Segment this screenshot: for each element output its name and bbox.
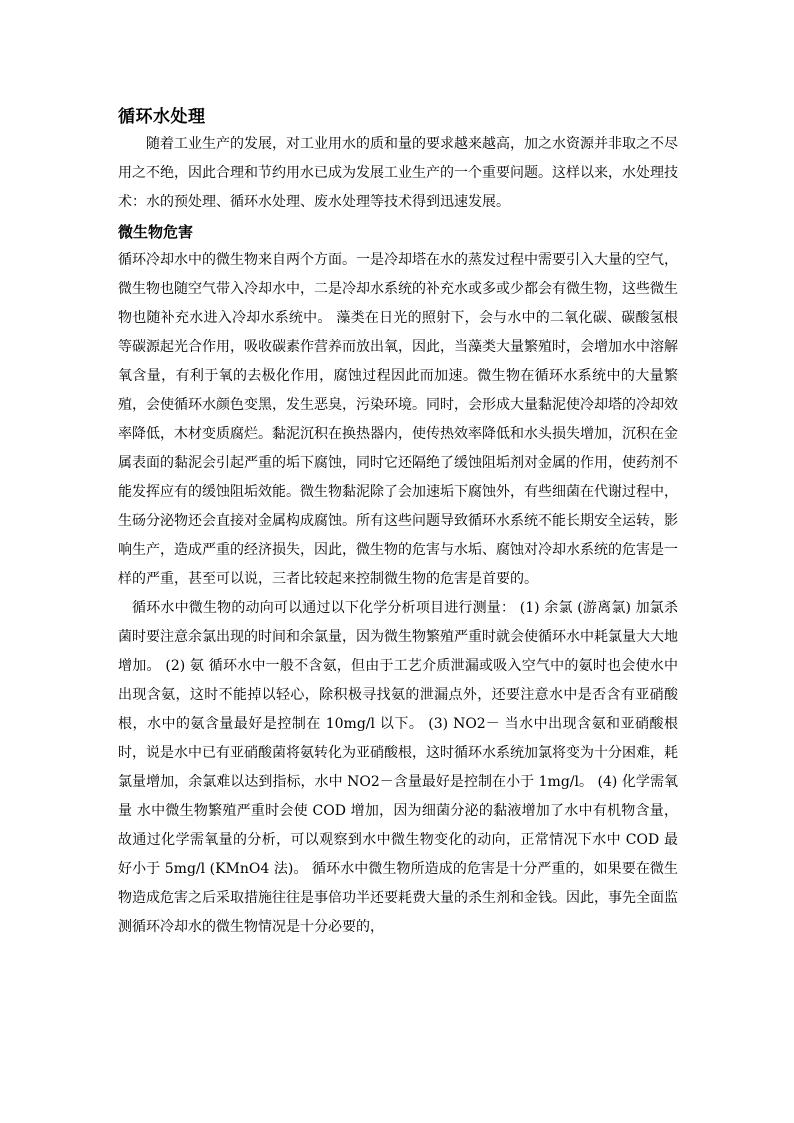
microbial-sources-paragraph: 循环冷却水中的微生物来自两个方面。一是冷却塔在水的蒸发过程中需要引入大量的空气，微生物也随空气带入冷却水中，二是冷却水系统的补充水或多或少都会有微生物，这些微生物也随补充水进入冷却水系统中。 藻类在日光的照射下，会与水中的二氧化碳、碳酸氢根等碳源起光合作用，吸收碳素作营养而放出氧，因此，当藻类大量繁殖时，会增加水中溶解氧含量，有利于氧的去极化作用，腐蚀过程因此而加速。微生物在循环水系统中的大量繁殖，会使循环水颜色变黑，发生恶臭，污染环境。同时，会形成大量黏泥使冷却塔的冷却效率降低，木材变质腐烂。黏泥沉积在换热器内，使传热效率降低和水头损失增加，沉积在金属表面的黏泥会引起严重的垢下腐蚀，同时它还隔绝了缓蚀阻垢剂对金属的作用，使药剂不能发挥应有的缓蚀阻垢效能。微生物黏泥除了会加速垢下腐蚀外，有些细菌在代谢过程中，生砀分泌物还会直接对金属构成腐蚀。所有这些问题导致循环水系统不能长期安全运转，影响生产，造成严重的经济损失，因此，微生物的危害与水垢、腐蚀对冷却水系统的危害是一样的严重，甚至可以说，三者比较起来控制微生物的危害是首要的。: [118, 252, 678, 587]
document-title: 循环水处理: [118, 107, 206, 127]
microbial-monitoring-paragraph: 循环水中微生物的动向可以通过以下化学分析项目进行测量： (1) 余氯 (游离氯) 加氯杀菌时要注意余氯出现的时间和余氯量，因为微生物繁殖严重时就会使循环水中耗氯量大大地增加。 (2) 氨 循环水中一般不含氨，但由于工艺介质泄漏或吸入空气中的氨时也会使水中出现含氨，这时不能掉以轻心，除积极寻找氨的泄漏点外，还要注意水中是否含有亚硝酸根，水中的氨含量最好是控制在 10mg/l 以下。 (3) NO2－ 当水中出现含氨和亚硝酸根时，说是水中已有亚硝酸菌将氨转化为亚硝酸根，这时循环水系统加氯将变为十分困难，耗氯量增加，余氯难以达到指标，水中 NO2－含量最好是控制在小于 1mg/l。 (4) 化学需氧量 水中微生物繁殖严重时会使 COD 增加，因为细菌分泌的黏液增加了水中有机物含量，故通过化学需氧量的分析，可以观察到水中微生物变化的动向，正常情况下水中 COD 最好小于 5mg/l (KMnO4 法)。 循环水中微生物所造成的危害是十分严重的，如果要在微生物造成危害之后采取措施往往是事倍功半还要耗费大量的杀生剂和金钱。因此，事先全面监测循环冷却水的微生物情况是十分必要的，: [118, 600, 678, 935]
intro-paragraph: 随着工业生产的发展，对工业用水的质和量的要求越来越高，加之水资源并非取之不尽用之不绝，因此合理和节约用水已成为发展工业生产的一个重要问题。这样以来，水处理技术：水的预处理、循环水处理、废水处理等技术得到迅速发展。: [118, 136, 678, 210]
section-title-microbial-hazard: 微生物危害: [118, 223, 194, 241]
document-body: [118, 104, 678, 942]
